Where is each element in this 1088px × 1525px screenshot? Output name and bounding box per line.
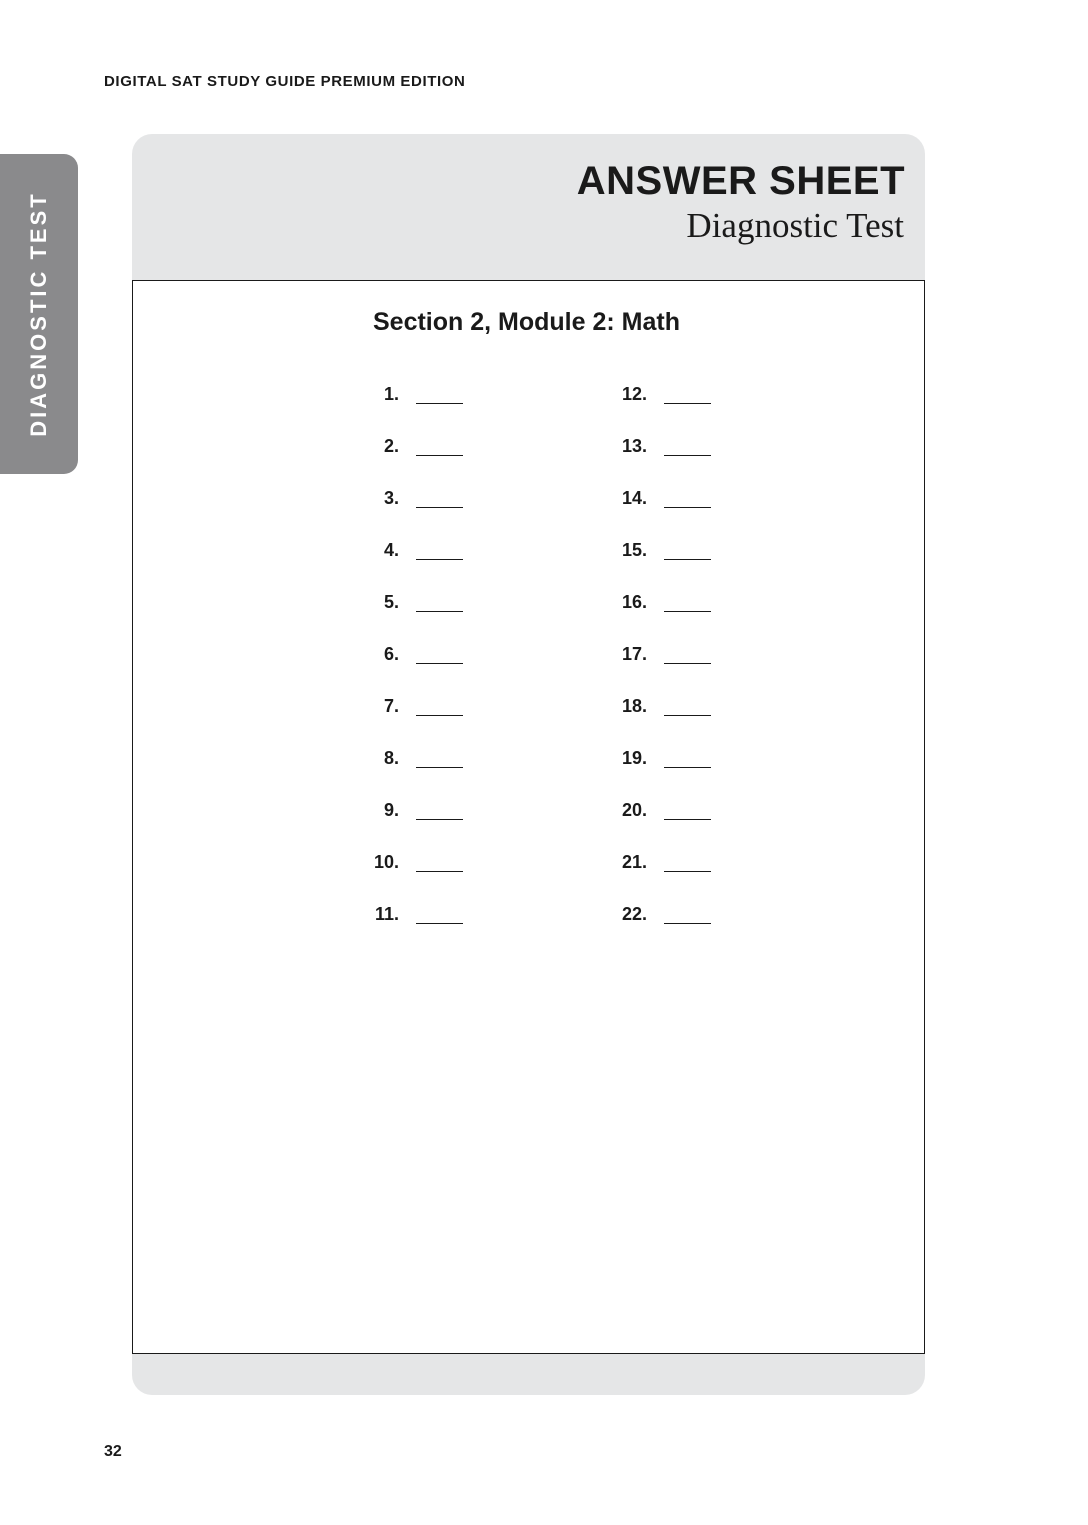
question-number: 6. <box>383 644 399 664</box>
question-row <box>363 694 563 746</box>
question-number: 18. <box>621 696 647 716</box>
answer-blank[interactable] <box>416 559 463 560</box>
question-number: 14. <box>621 488 647 508</box>
answer-content-box <box>132 280 925 1354</box>
answer-blank[interactable] <box>664 611 711 612</box>
answer-blank[interactable] <box>416 767 463 768</box>
running-head: DIGITAL SAT STUDY GUIDE PREMIUM EDITION <box>104 73 466 90</box>
sheet-title: ANSWER SHEET <box>576 159 905 203</box>
question-number: 20. <box>621 800 647 820</box>
answer-blank[interactable] <box>416 923 463 924</box>
question-number: 12. <box>621 384 647 404</box>
answer-blank[interactable] <box>664 455 711 456</box>
page-number: 32 <box>104 1443 122 1460</box>
question-number: 10. <box>373 852 399 872</box>
question-row <box>611 486 811 538</box>
question-number: 4. <box>383 540 399 560</box>
side-tab <box>0 154 78 474</box>
answer-blank[interactable] <box>664 715 711 716</box>
question-row <box>363 486 563 538</box>
section-heading: Section 2, Module 2: Math <box>373 308 680 336</box>
side-tab-label: DIAGNOSTIC TEST <box>26 191 51 437</box>
answer-blank[interactable] <box>664 819 711 820</box>
question-number: 11. <box>374 904 399 924</box>
question-number: 1. <box>383 384 399 404</box>
question-row <box>611 902 811 954</box>
question-number: 9. <box>383 800 399 820</box>
answer-blank[interactable] <box>416 403 463 404</box>
answer-blank[interactable] <box>664 403 711 404</box>
question-row <box>363 902 563 954</box>
question-number: 13. <box>621 436 647 456</box>
question-row <box>363 850 563 902</box>
answer-sheet-panel <box>132 134 925 1395</box>
question-number: 22. <box>621 904 647 924</box>
question-number: 7. <box>383 696 399 716</box>
question-number: 21. <box>621 852 647 872</box>
question-row <box>611 850 811 902</box>
question-row <box>611 434 811 486</box>
question-row <box>611 694 811 746</box>
question-row <box>363 642 563 694</box>
question-row <box>363 434 563 486</box>
question-row <box>611 382 811 434</box>
question-row <box>363 746 563 798</box>
question-row <box>363 590 563 642</box>
question-column-right <box>611 382 811 954</box>
question-number: 15. <box>621 540 647 560</box>
answer-blank[interactable] <box>664 663 711 664</box>
question-number: 5. <box>383 592 399 612</box>
question-row <box>611 746 811 798</box>
question-row <box>363 538 563 590</box>
question-number: 19. <box>621 748 647 768</box>
question-row <box>363 382 563 434</box>
question-row <box>611 590 811 642</box>
answer-blank[interactable] <box>416 871 463 872</box>
answer-blank[interactable] <box>416 819 463 820</box>
answer-blank[interactable] <box>664 507 711 508</box>
question-number: 8. <box>383 748 399 768</box>
answer-blank[interactable] <box>664 923 711 924</box>
question-column-left <box>363 382 563 954</box>
answer-blank[interactable] <box>416 715 463 716</box>
question-number: 3. <box>383 488 399 508</box>
answer-blank[interactable] <box>416 663 463 664</box>
question-row <box>363 798 563 850</box>
question-row <box>611 538 811 590</box>
question-number: 2. <box>383 436 399 456</box>
answer-blank[interactable] <box>664 767 711 768</box>
question-number: 17. <box>621 644 647 664</box>
answer-blank[interactable] <box>664 871 711 872</box>
answer-blank[interactable] <box>664 559 711 560</box>
question-row <box>611 798 811 850</box>
answer-blank[interactable] <box>416 507 463 508</box>
question-row <box>611 642 811 694</box>
answer-blank[interactable] <box>416 455 463 456</box>
question-number: 16. <box>621 592 647 612</box>
sheet-subtitle: Diagnostic Test <box>686 206 904 245</box>
answer-blank[interactable] <box>416 611 463 612</box>
